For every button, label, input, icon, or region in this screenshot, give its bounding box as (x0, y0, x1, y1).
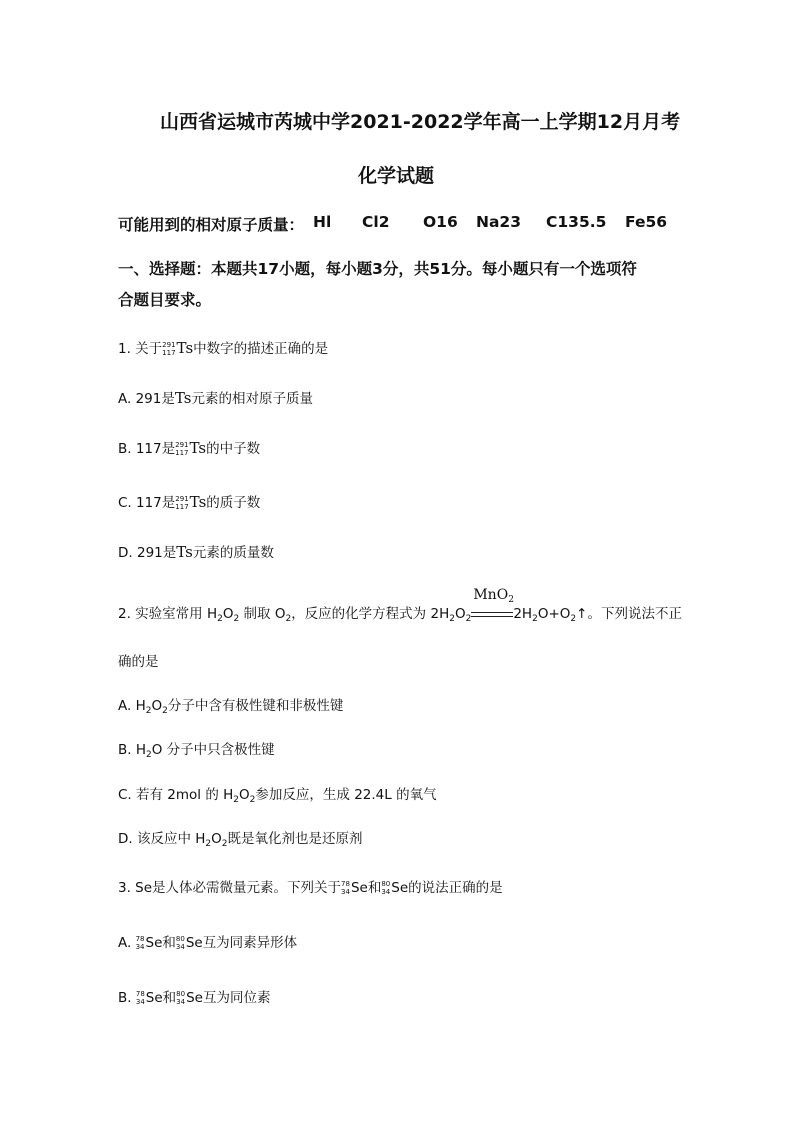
question-3-option-a[interactable]: A. 78 34 Se和 80 34 Se互为同素异形体 (118, 935, 298, 951)
atomic-mass-label: 可能用到的相对原子质量： (118, 216, 305, 234)
section-heading-line-2: 合题目要求。 (118, 291, 212, 309)
atomic-mass-fe: Fe56 (625, 213, 668, 231)
title-line-2: 化学试题 (358, 165, 435, 187)
question-2-option-a[interactable]: A. $H_2O_2$分子中含有极性键和非极性键 (118, 698, 344, 716)
atomic-mass-cl: Cl2 (362, 213, 390, 231)
atomic-mass-row (118, 213, 304, 235)
reaction-arrow: MnO$_2$ (471, 607, 513, 621)
question-1-option-b[interactable]: B. 117是 291 117 Ts的中子数 (118, 439, 261, 457)
nuclide-se-78: 78 34 Se (341, 880, 368, 896)
section-heading-line-1: 一、选择题：本题共17小题，每小题3分，共51分。每小题只有一个选项符 (118, 260, 637, 278)
question-3-option-b[interactable]: B. 78 34 Se和 80 34 Se互为同位素 (118, 990, 271, 1006)
atomic-mass-h: Hl (313, 213, 332, 231)
nuclide-se-80: 80 34 Se (381, 880, 409, 896)
question-2-stem-line-2: 确的是 (118, 654, 159, 670)
question-2-stem-line-1: 2. 实验室常用 $H_2O_2$ 制取 $O_2$，反应的化学方程式为 $2H_2O_2$ MnO$_2$ $2H_2O+O_2↑$。下列说法不正 (118, 587, 682, 624)
question-1-option-d[interactable]: D. 291是Ts元素的质量数 (118, 543, 274, 561)
question-2-option-c[interactable]: C. 若有 2mol 的 $H_2O_2$参加反应，生成 22.4L 的氧气 (118, 787, 437, 805)
question-1-option-a[interactable]: A. 291是Ts元素的相对原子质量 (118, 389, 313, 407)
atomic-mass-o: O16 (423, 213, 458, 231)
title-line-1: 山西省运城市芮城中学2021-2022学年高一上学期12月月考 (160, 111, 681, 133)
question-1-stem: 1. 关于 291 117 Ts中数字的描述正确的是 (118, 339, 329, 357)
atomic-mass-na: Na23 (476, 213, 522, 231)
question-1-option-c[interactable]: C. 117是 291 117 Ts的质子数 (118, 493, 261, 511)
nuclide-ts: 291 117 Ts (162, 339, 194, 357)
question-2-option-b[interactable]: B. $H_2O$ 分子中只含极性键 (118, 742, 275, 760)
question-2-option-d[interactable]: D. 该反应中 $H_2O_2$既是氧化剂也是还原剂 (118, 831, 363, 849)
atomic-mass-c: C135.5 (546, 213, 607, 231)
question-3-stem: 3. Se是人体必需微量元素。下列关于 78 34 Se和 80 34 Se的说法正确的是 (118, 880, 503, 896)
